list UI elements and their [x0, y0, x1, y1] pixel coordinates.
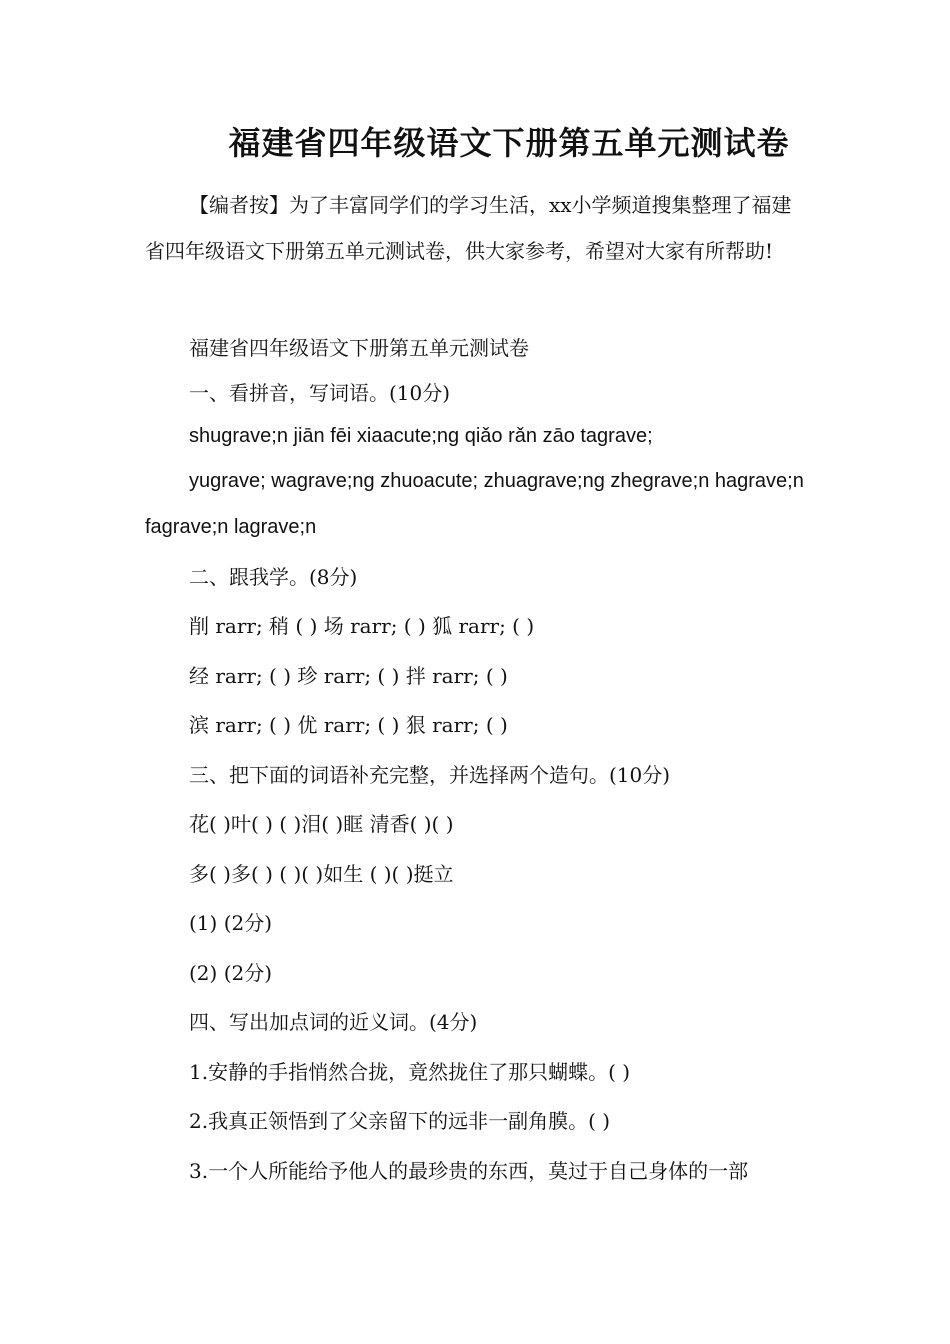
document-title: 福建省四年级语文下册第五单元测试卷: [228, 124, 790, 162]
exercise-row-1: 削 rarr; 稍 ( ) 场 rarr; ( ) 狐 rarr; ( ): [189, 614, 535, 638]
sentence-item-2: (2) (2分): [189, 961, 273, 985]
pinyin-line-2: yugrave; wagrave;ng zhuoacute; zhuagrave;ng zhegrave;n hagrave;n fagrave;n lagrave;n: [145, 470, 804, 538]
synonym-question-1: 1.安静的手指悄然合拢，竟然拢住了那只蝴蝶。( ): [189, 1060, 631, 1084]
section-4-heading: 四、写出加点词的近义词。(4分): [189, 1010, 478, 1034]
synonym-question-3: 3.一个人所能给予他人的最珍贵的东西，莫过于自己身体的一部: [189, 1159, 749, 1183]
pinyin-line-1: shugrave;n jiān fēi xiaacute;ng qiǎo rǎn zāo tagrave;: [189, 425, 653, 447]
section-3-heading: 三、把下面的词语补充完整，并选择两个造句。(10分): [189, 763, 671, 787]
exercise-row-3: 滨 rarr; ( ) 优 rarr; ( ) 狠 rarr; ( ): [189, 713, 508, 737]
exercise-row-2: 经 rarr; ( ) 珍 rarr; ( ) 拌 rarr; ( ): [189, 664, 508, 688]
synonym-question-2: 2.我真正领悟到了父亲留下的远非一副角膜。( ): [189, 1109, 611, 1133]
section-2-heading: 二、跟我学。(8分): [189, 565, 358, 589]
editor-note-paragraph: 【编者按】为了丰富同学们的学习生活，xx小学频道搜集整理了福建省四年级语文下册第五单元测试卷，供大家参考，希望对大家有所帮助!: [145, 193, 792, 263]
section-1-heading: 一、看拼音，写词语。(10分): [189, 381, 451, 405]
subtitle-line: 福建省四年级语文下册第五单元测试卷: [189, 336, 529, 360]
idiom-row-2: 多( )多( ) ( )( )如生 ( )( )挺立: [189, 862, 454, 886]
idiom-row-1: 花( )叶( ) ( )泪( )眶 清香( )( ): [189, 812, 454, 836]
sentence-item-1: (1) (2分): [189, 911, 273, 935]
